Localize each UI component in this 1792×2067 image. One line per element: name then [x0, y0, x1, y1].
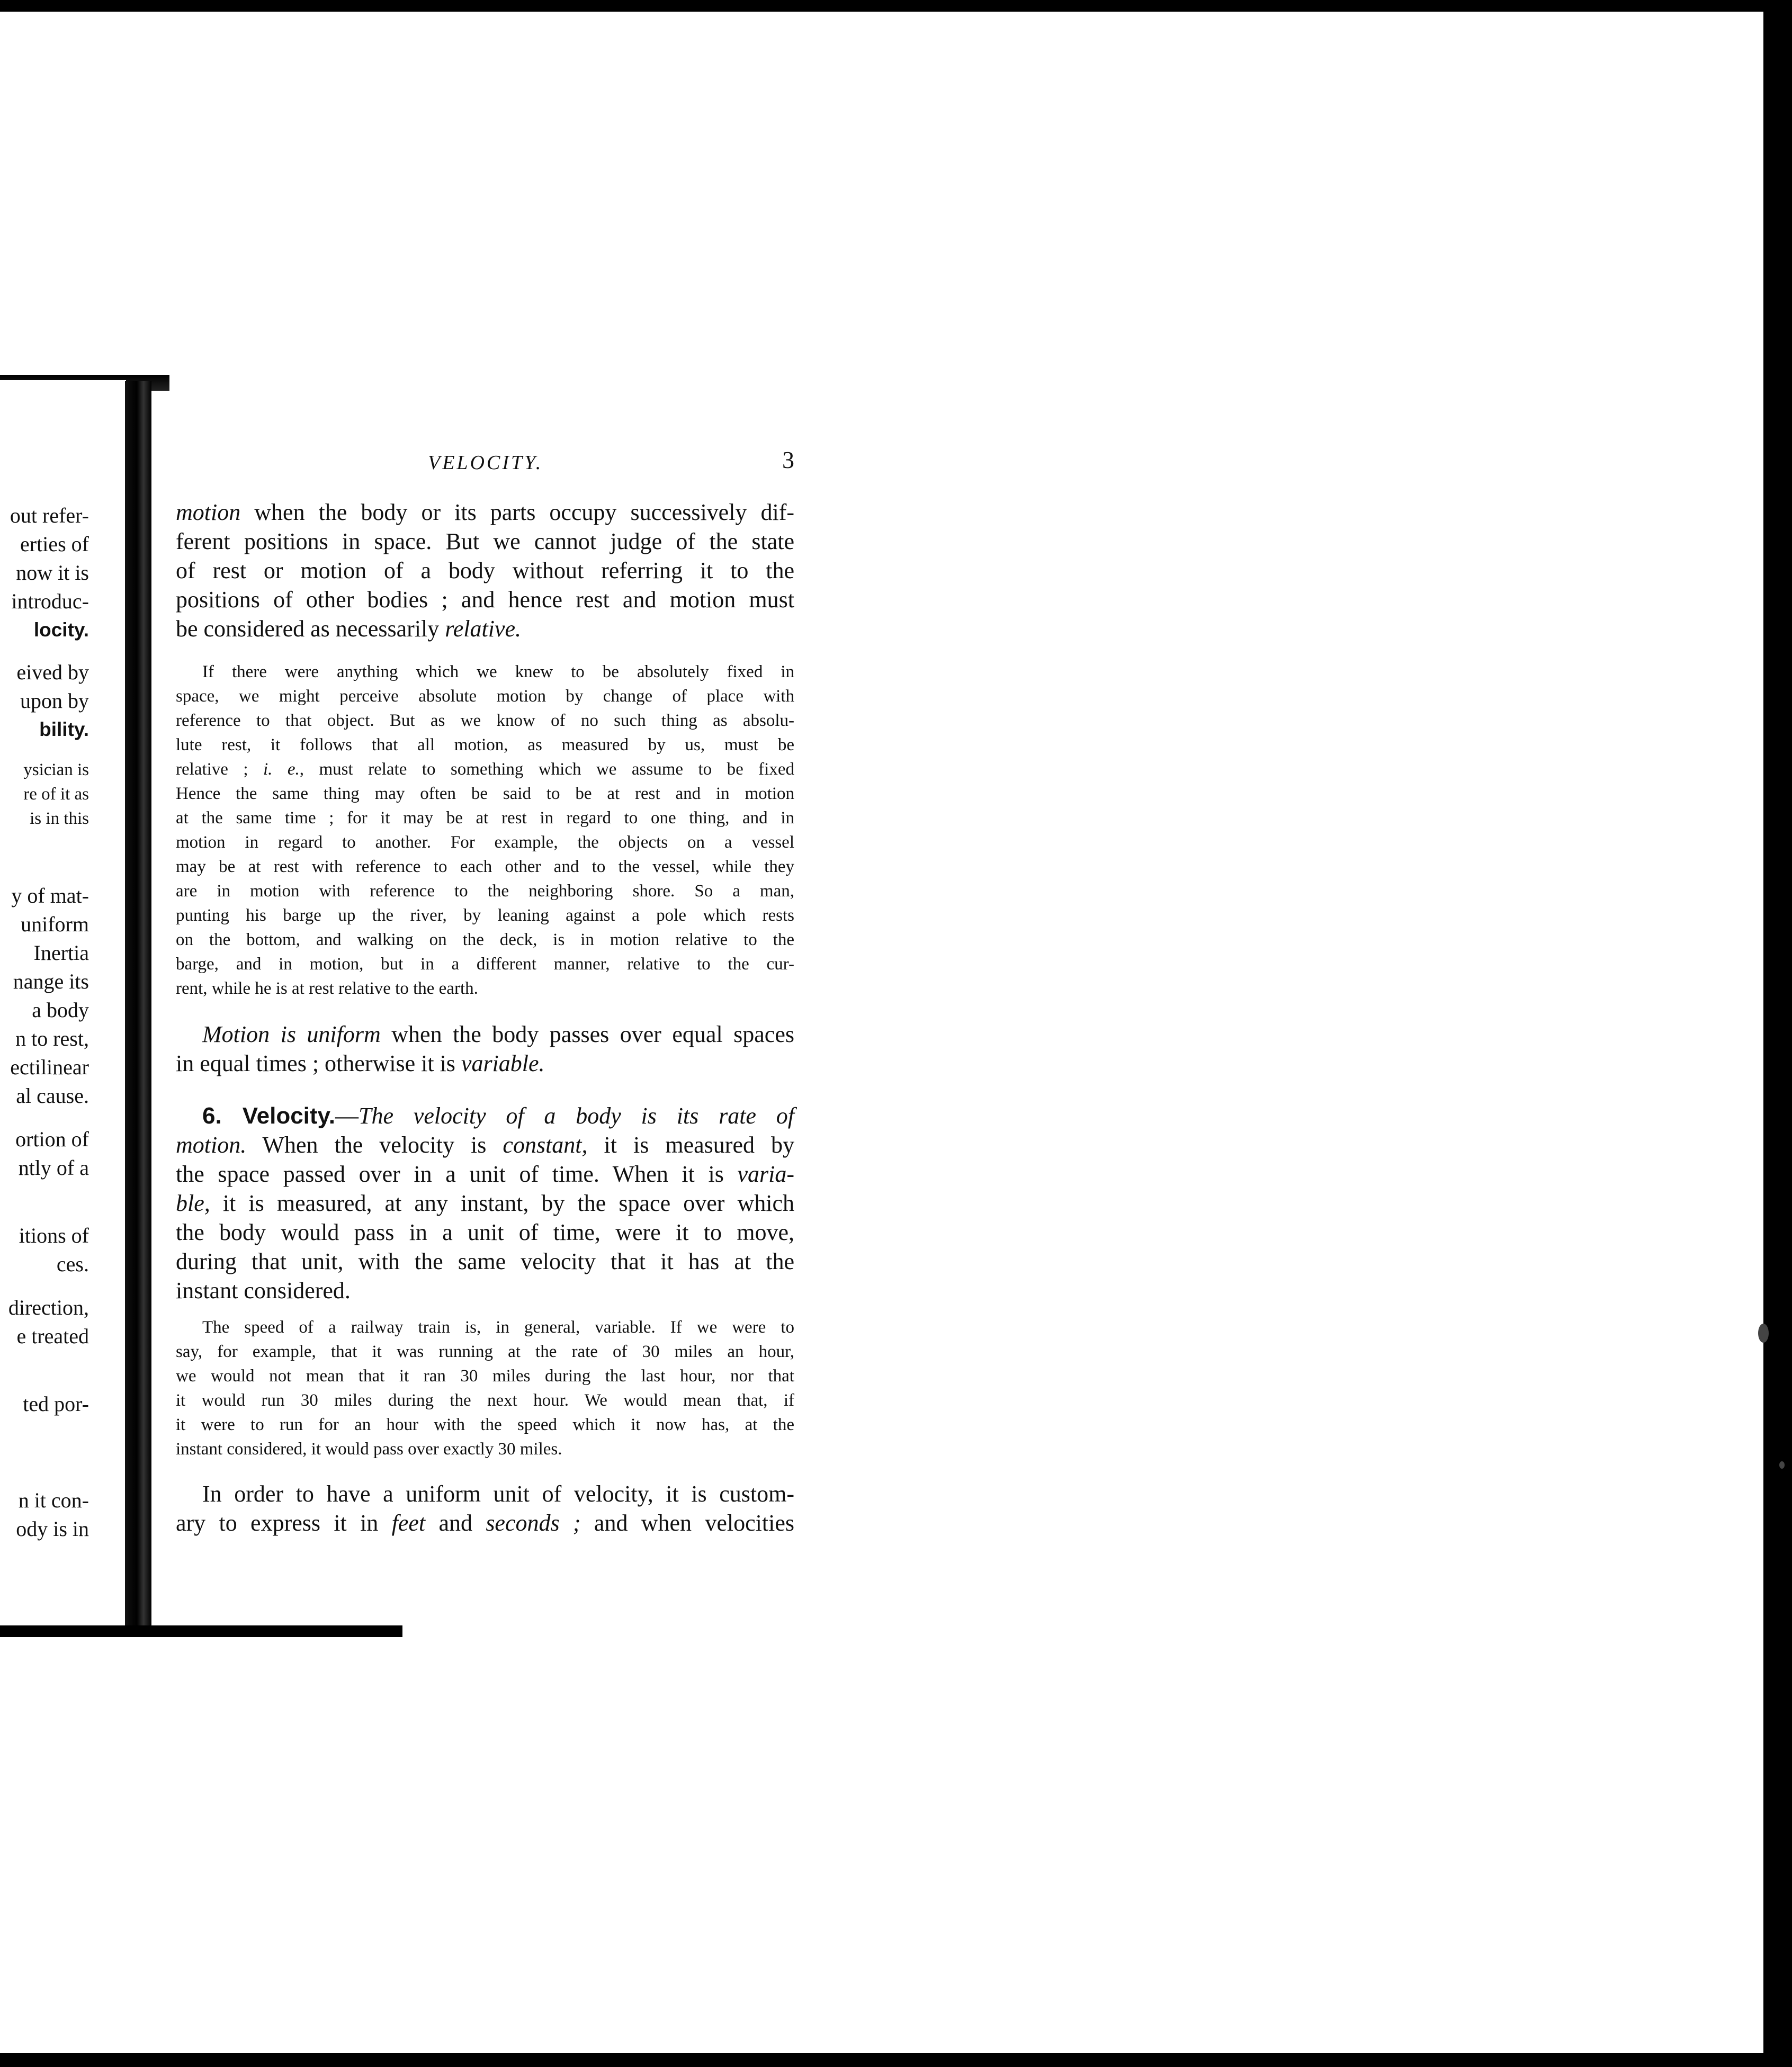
text-line: ary to express it in — [176, 1510, 392, 1536]
text-line: during that unit, with the same velocity that it has at the — [176, 1248, 794, 1274]
facing-line: erties of — [20, 532, 89, 556]
text-line: reference to that object. But as we know of no such thing as absolu- — [176, 711, 794, 730]
italic-term: relative. — [445, 616, 521, 642]
facing-line: a body — [32, 998, 89, 1022]
italic-term: seconds ; — [486, 1510, 581, 1536]
text-line: lute rest, it follows that all motion, as measured by us, must be — [176, 735, 794, 754]
text-line: it is measured, at any instant, by the space over which — [210, 1190, 794, 1216]
facing-line: out refer- — [10, 504, 89, 527]
facing-line: upon by — [20, 689, 89, 713]
page-number: 3 — [782, 446, 794, 473]
text-line: Hence the same thing may often be said to be at rest and in motion — [176, 784, 794, 803]
facing-line: ectilinear — [10, 1055, 89, 1079]
facing-line: bility. — [39, 718, 89, 740]
facing-line: is in this — [30, 809, 89, 828]
scan-artifact — [1779, 1461, 1785, 1469]
italic-term: constant, — [503, 1132, 588, 1158]
facing-line: ysician is — [23, 760, 89, 779]
text-line: barge, and in motion, but in a different manner, relative to the cur- — [176, 955, 794, 974]
text-line: on the bottom, and walking on the deck, is in motion relative to the — [176, 930, 794, 949]
text-line: and when velocities — [580, 1510, 794, 1536]
text-line: we would not mean that it ran 30 miles during the last hour, nor that — [176, 1367, 794, 1386]
text-line: punting his barge up the river, by leaning against a pole which rests — [176, 906, 794, 925]
facing-line: al cause. — [16, 1084, 89, 1108]
text-line: The speed of a railway train is, in general, variable. If we were to — [202, 1318, 794, 1337]
facing-line: ces. — [56, 1252, 89, 1276]
text-line: ferent positions in space. But we cannot judge of the state — [176, 528, 794, 554]
italic-term: Motion is uniform — [202, 1021, 381, 1047]
text-line: relative ; — [176, 760, 263, 779]
running-head — [159, 446, 794, 483]
text-line: are in motion with reference to the neighboring shore. So a man, — [176, 882, 794, 901]
text-line: space, we might perceive absolute motion by change of place with — [176, 687, 794, 706]
text-line: it would run 30 miles during the next hour. We would mean that, if — [176, 1391, 794, 1410]
text-line: may be at rest with reference to each other and to the vessel, while they — [176, 857, 794, 876]
facing-line: nange its — [13, 969, 89, 993]
italic-term: variable. — [461, 1050, 545, 1076]
paragraph-unit-of-velocity — [176, 1479, 794, 1538]
paragraph-uniform-motion — [176, 1020, 794, 1078]
text-line: , must relate to something which we assume to be fixed — [299, 760, 794, 779]
text-line: at the same time ; for it may be at rest in regard to one thing, and in — [176, 808, 794, 828]
facing-line: e treated — [16, 1324, 89, 1348]
italic-term: varia- — [737, 1161, 794, 1187]
facing-line: y of mat- — [11, 884, 89, 907]
facing-line: Inertia — [33, 941, 89, 965]
text-line: say, for example, that it was running at the rate of 30 miles an hour, — [176, 1342, 794, 1361]
text-line: and — [425, 1510, 486, 1536]
section-heading: 6. Velocity. — [202, 1103, 335, 1129]
book-spine-shadow — [125, 381, 151, 1632]
facing-line: now it is — [16, 561, 89, 585]
text-line: in equal times ; otherwise it is — [176, 1050, 461, 1076]
text-line: When the velocity is — [246, 1132, 503, 1158]
facing-line: n to rest, — [15, 1027, 89, 1050]
text-line: — — [335, 1103, 359, 1129]
text-line: the body would pass in a unit of time, were it to move, — [176, 1219, 794, 1245]
gutter-shadow-bottom — [0, 1625, 402, 1637]
facing-line: re of it as — [23, 785, 89, 804]
facing-line: direction, — [8, 1296, 89, 1319]
facing-line: itions of — [19, 1224, 89, 1247]
paragraph-velocity-definition — [176, 1101, 794, 1305]
text-line: rent, while he is at rest relative to the earth. — [176, 979, 478, 998]
text-line: instant considered, it would pass over exactly 30 miles. — [176, 1440, 562, 1459]
italic-term: motion — [176, 499, 241, 525]
text-line: the space passed over in a unit of time. When it is — [176, 1161, 738, 1187]
facing-line: ntly of a — [18, 1156, 89, 1180]
paragraph-rest-and-motion — [176, 498, 794, 643]
italic-term: motion. — [176, 1132, 247, 1158]
main-page — [159, 392, 826, 1625]
italic-term: The velocity of a body is its rate of — [359, 1103, 794, 1129]
text-line: it were to run for an hour with the speed which it now has, at the — [176, 1415, 794, 1434]
text-line: positions of other bodies ; and hence rest and motion must — [176, 587, 794, 613]
facing-page-fragment — [0, 380, 126, 1633]
text-line: of rest or motion of a body without referring it to the — [176, 558, 794, 583]
text-line: instant considered. — [176, 1278, 351, 1304]
scan-artifact — [1758, 1324, 1769, 1343]
text-line: If there were anything which we knew to be absolutely fixed in — [202, 662, 794, 681]
text-line: when the body or its parts occupy successively dif- — [240, 499, 794, 525]
italic-term: ble, — [176, 1190, 210, 1216]
text-line: when the body passes over equal spaces — [380, 1021, 794, 1047]
italic-term: feet — [391, 1510, 426, 1536]
facing-line: eived by — [16, 660, 89, 684]
text-line: be considered as necessarily — [176, 616, 445, 642]
note-absolute-motion — [176, 660, 794, 1001]
facing-line: ted por- — [23, 1392, 89, 1416]
text-line: motion in regard to another. For example, the objects on a vessel — [176, 833, 794, 852]
running-head-title: VELOCITY. — [428, 452, 543, 474]
text-line: In order to have a uniform unit of velocity, it is custom- — [202, 1481, 794, 1507]
facing-line: ody is in — [16, 1517, 89, 1541]
note-railway-train — [176, 1315, 794, 1461]
facing-line: ortion of — [15, 1127, 89, 1151]
italic-term: i. e. — [263, 760, 300, 779]
facing-line: n it con- — [18, 1488, 89, 1512]
facing-line: locity. — [33, 619, 89, 641]
facing-line: uniform — [21, 912, 89, 936]
text-line: it is measured by — [587, 1132, 794, 1158]
facing-line: introduc- — [11, 589, 89, 613]
